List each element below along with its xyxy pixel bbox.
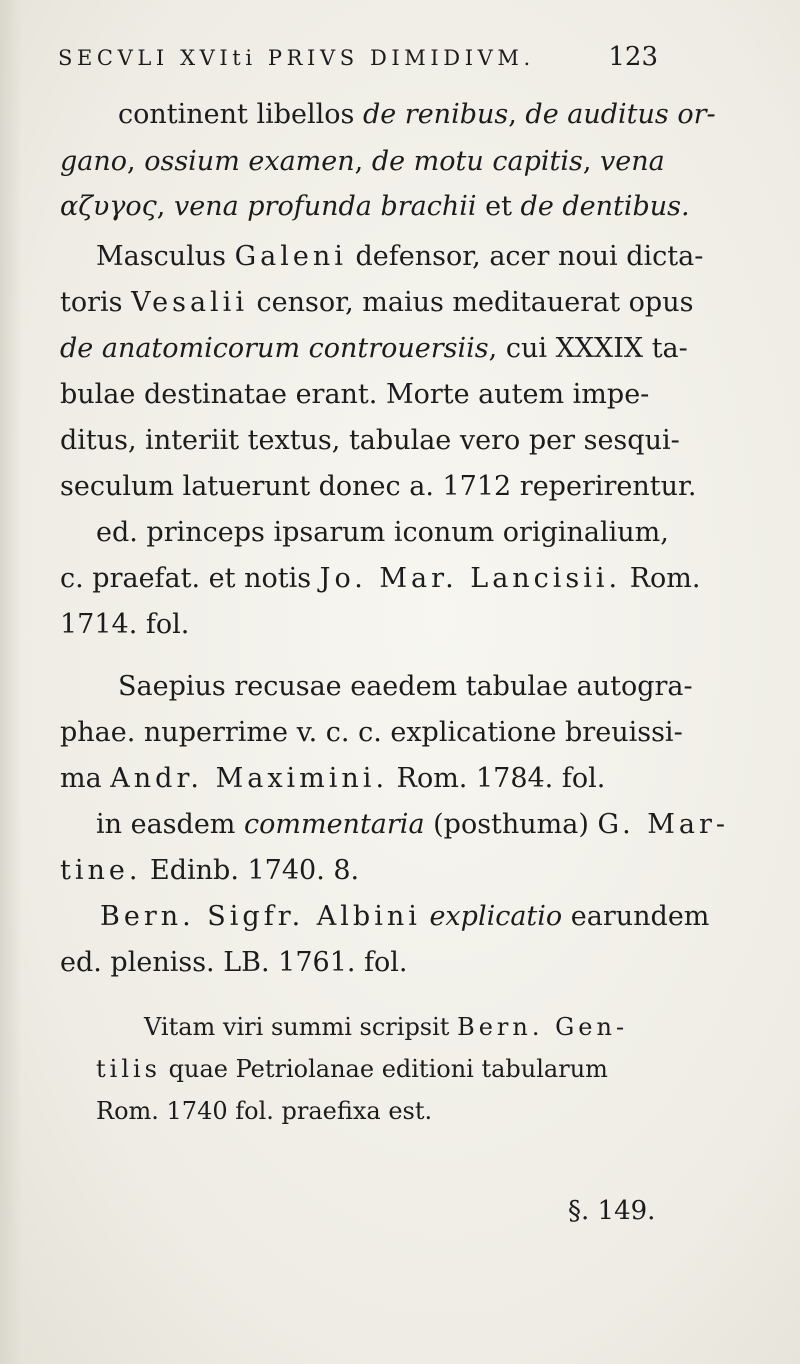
- text-line: phae. nuperrime v. c. c. explicatione breuissi-: [60, 717, 683, 748]
- text-line: ditus, interiit textus, tabulae vero per sesqui-: [60, 425, 680, 456]
- text-line: gano, ossium examen, de motu capitis, vena: [60, 146, 665, 177]
- text-line: Masculus Galeni defensor, acer noui dicta-: [96, 241, 704, 272]
- text-line: Saepius recusae eaedem tabulae autogra-: [118, 671, 693, 702]
- text-line: continent libellos de renibus, de auditus or-: [118, 99, 716, 130]
- text-line: Vitam viri summi scripsit Bern. Gen-: [144, 1013, 629, 1041]
- page-gutter-shadow: [0, 0, 22, 1364]
- text-line: ma Andr. Maximini. Rom. 1784. fol.: [60, 763, 606, 794]
- text-line: ed. princeps ipsarum iconum originalium,: [96, 517, 669, 548]
- text-line: ed. pleniss. LB. 1761. fol.: [60, 947, 408, 978]
- text-line: tilis quae Petriolanae editioni tabularum: [96, 1055, 608, 1083]
- text-line: 1714. fol.: [60, 609, 190, 640]
- text-line: in easdem commentaria (posthuma) G. Mar-: [96, 809, 730, 840]
- running-title: SECVLI XVIti PRIVS DIMIDIVM.: [58, 46, 535, 70]
- section-mark: §. 149.: [568, 1196, 656, 1226]
- text-line: de anatomicorum controuersiis, cui XXXIX ta-: [60, 333, 688, 364]
- text-line: αζυγος, vena profunda brachii et de dentibus.: [60, 191, 690, 222]
- text-line: Rom. 1740 fol. praefixa est.: [96, 1097, 433, 1125]
- text-line: Bern. Sigfr. Albini explicatio earundem: [100, 901, 710, 932]
- text-line: c. praefat. et notis Jo. Mar. Lancisii. Rom.: [60, 563, 701, 594]
- running-head: [58, 42, 658, 82]
- page-number: 123: [608, 42, 658, 72]
- text-line: seculum latuerunt donec a. 1712 reperirentur.: [60, 471, 697, 502]
- text-line: tine. Edinb. 1740. 8.: [60, 855, 360, 886]
- text-line: bulae destinatae erant. Morte autem impe-: [60, 379, 650, 410]
- text-line: toris Vesalii censor, maius meditauerat opus: [60, 287, 694, 318]
